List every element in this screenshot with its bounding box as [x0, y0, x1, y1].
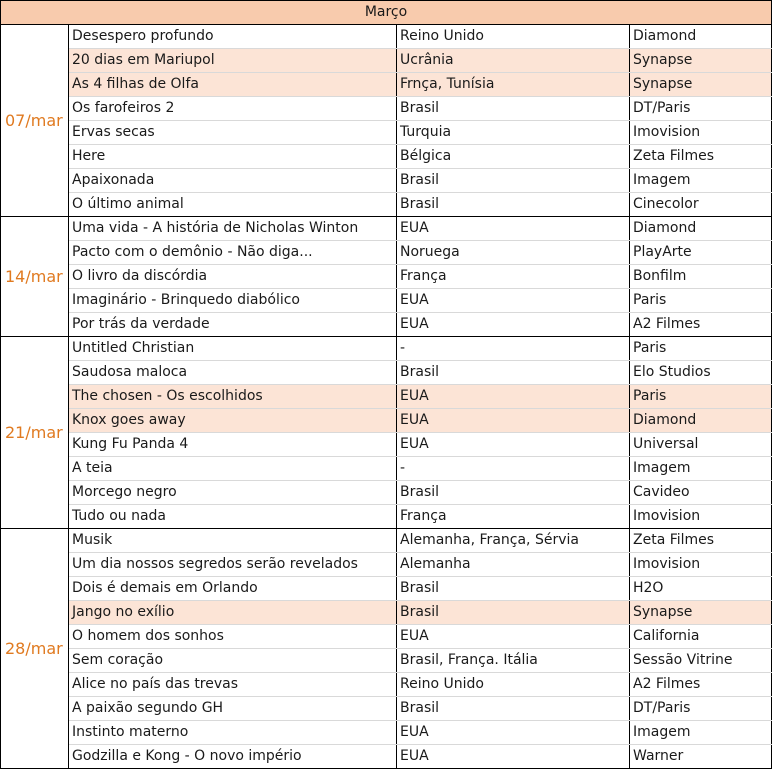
- release-date: 07/mar: [1, 25, 69, 217]
- schedule-body: [1, 25, 772, 769]
- table-row: [1, 505, 772, 529]
- movie-country: Brasil: [397, 481, 630, 505]
- table-row: [1, 265, 772, 289]
- movie-distributor: Zeta Filmes: [630, 145, 772, 169]
- table-row: [1, 625, 772, 649]
- movie-title: As 4 filhas de Olfa: [69, 73, 397, 97]
- movie-country: Brasil: [397, 169, 630, 193]
- movie-country: Ucrânia: [397, 49, 630, 73]
- movie-title: Imaginário - Brinquedo diabólico: [69, 289, 397, 313]
- movie-country: Brasil: [397, 601, 630, 625]
- movie-distributor: Warner: [630, 745, 772, 769]
- movie-country: EUA: [397, 313, 630, 337]
- movie-distributor: A2 Filmes: [630, 313, 772, 337]
- movie-distributor: DT/Paris: [630, 697, 772, 721]
- movie-title: Sem coração: [69, 649, 397, 673]
- movie-country: Alemanha, França, Sérvia: [397, 529, 630, 553]
- movie-distributor: Synapse: [630, 49, 772, 73]
- movie-distributor: Universal: [630, 433, 772, 457]
- movie-title: A teia: [69, 457, 397, 481]
- movie-distributor: H2O: [630, 577, 772, 601]
- table-row: [1, 169, 772, 193]
- table-row: [1, 673, 772, 697]
- table-row: [1, 241, 772, 265]
- table-row: [1, 337, 772, 361]
- movie-country: Brasil, França. Itália: [397, 649, 630, 673]
- movie-title: Os farofeiros 2: [69, 97, 397, 121]
- table-row: [1, 649, 772, 673]
- movie-distributor: Paris: [630, 289, 772, 313]
- movie-title: Saudosa maloca: [69, 361, 397, 385]
- movie-distributor: California: [630, 625, 772, 649]
- movie-distributor: Zeta Filmes: [630, 529, 772, 553]
- movie-country: Alemanha: [397, 553, 630, 577]
- movie-title: Ervas secas: [69, 121, 397, 145]
- movie-distributor: Elo Studios: [630, 361, 772, 385]
- movie-country: EUA: [397, 745, 630, 769]
- movie-country: Brasil: [397, 193, 630, 217]
- movie-title: O último animal: [69, 193, 397, 217]
- movie-country: EUA: [397, 385, 630, 409]
- table-row: [1, 145, 772, 169]
- movie-title: Tudo ou nada: [69, 505, 397, 529]
- movie-title: O homem dos sonhos: [69, 625, 397, 649]
- movie-title: Kung Fu Panda 4: [69, 433, 397, 457]
- movie-title: Untitled Christian: [69, 337, 397, 361]
- table-row: [1, 721, 772, 745]
- release-date: 28/mar: [1, 529, 69, 769]
- table-row: [1, 529, 772, 553]
- movie-country: Turquia: [397, 121, 630, 145]
- movie-distributor: DT/Paris: [630, 97, 772, 121]
- movie-country: França: [397, 505, 630, 529]
- table-row: [1, 577, 772, 601]
- table-row: [1, 73, 772, 97]
- movie-distributor: Sessão Vitrine: [630, 649, 772, 673]
- movie-title: Desespero profundo: [69, 25, 397, 49]
- movie-distributor: Imovision: [630, 505, 772, 529]
- table-row: [1, 457, 772, 481]
- table-row: [1, 385, 772, 409]
- movie-country: -: [397, 457, 630, 481]
- movie-distributor: Diamond: [630, 217, 772, 241]
- release-date: 14/mar: [1, 217, 69, 337]
- movie-distributor: Bonfilm: [630, 265, 772, 289]
- movie-country: Reino Unido: [397, 25, 630, 49]
- movie-country: EUA: [397, 217, 630, 241]
- movie-distributor: Paris: [630, 385, 772, 409]
- movie-country: EUA: [397, 721, 630, 745]
- table-row: [1, 601, 772, 625]
- movie-country: EUA: [397, 409, 630, 433]
- movie-distributor: Paris: [630, 337, 772, 361]
- movie-country: França: [397, 265, 630, 289]
- movie-distributor: Imagem: [630, 721, 772, 745]
- table-row: [1, 745, 772, 769]
- month-header: Março: [1, 1, 772, 25]
- release-date: 21/mar: [1, 337, 69, 529]
- movie-country: EUA: [397, 289, 630, 313]
- table-row: [1, 121, 772, 145]
- movie-title: 20 dias em Mariupol: [69, 49, 397, 73]
- movie-country: EUA: [397, 433, 630, 457]
- table-row: [1, 481, 772, 505]
- table-row: [1, 217, 772, 241]
- table-row: [1, 193, 772, 217]
- movie-distributor: Cinecolor: [630, 193, 772, 217]
- table-row: [1, 289, 772, 313]
- movie-title: Uma vida - A história de Nicholas Winton: [69, 217, 397, 241]
- movie-country: Brasil: [397, 577, 630, 601]
- movie-distributor: Imagem: [630, 457, 772, 481]
- movie-title: A paixão segundo GH: [69, 697, 397, 721]
- movie-distributor: Imovision: [630, 553, 772, 577]
- movie-country: Reino Unido: [397, 673, 630, 697]
- table-row: [1, 433, 772, 457]
- movie-country: Noruega: [397, 241, 630, 265]
- movie-title: Alice no país das trevas: [69, 673, 397, 697]
- movie-title: Um dia nossos segredos serão revelados: [69, 553, 397, 577]
- movie-distributor: A2 Filmes: [630, 673, 772, 697]
- movie-distributor: Synapse: [630, 73, 772, 97]
- movie-country: Brasil: [397, 697, 630, 721]
- movie-title: Dois é demais em Orlando: [69, 577, 397, 601]
- movie-title: The chosen - Os escolhidos: [69, 385, 397, 409]
- movie-distributor: Synapse: [630, 601, 772, 625]
- movie-title: Here: [69, 145, 397, 169]
- month-header-row: [1, 1, 772, 25]
- movie-distributor: Imovision: [630, 121, 772, 145]
- movie-country: Brasil: [397, 97, 630, 121]
- movie-country: Frnça, Tunísia: [397, 73, 630, 97]
- movie-country: Brasil: [397, 361, 630, 385]
- movie-distributor: Diamond: [630, 25, 772, 49]
- movie-title: Musik: [69, 529, 397, 553]
- movie-title: Por trás da verdade: [69, 313, 397, 337]
- movie-title: Apaixonada: [69, 169, 397, 193]
- table-row: [1, 553, 772, 577]
- table-row: [1, 97, 772, 121]
- movie-title: Godzilla e Kong - O novo império: [69, 745, 397, 769]
- movie-distributor: Imagem: [630, 169, 772, 193]
- table-row: [1, 697, 772, 721]
- movie-title: Instinto materno: [69, 721, 397, 745]
- movie-title: Jango no exílio: [69, 601, 397, 625]
- movie-title: Pacto com o demônio - Não diga...: [69, 241, 397, 265]
- table-row: [1, 49, 772, 73]
- movie-distributor: Cavideo: [630, 481, 772, 505]
- movie-country: EUA: [397, 625, 630, 649]
- movie-country: -: [397, 337, 630, 361]
- movie-title: O livro da discórdia: [69, 265, 397, 289]
- movie-title: Knox goes away: [69, 409, 397, 433]
- movie-distributor: Diamond: [630, 409, 772, 433]
- table-row: [1, 361, 772, 385]
- movie-distributor: PlayArte: [630, 241, 772, 265]
- table-row: [1, 409, 772, 433]
- table-row: [1, 25, 772, 49]
- table-row: [1, 313, 772, 337]
- movie-title: Morcego negro: [69, 481, 397, 505]
- movie-country: Bélgica: [397, 145, 630, 169]
